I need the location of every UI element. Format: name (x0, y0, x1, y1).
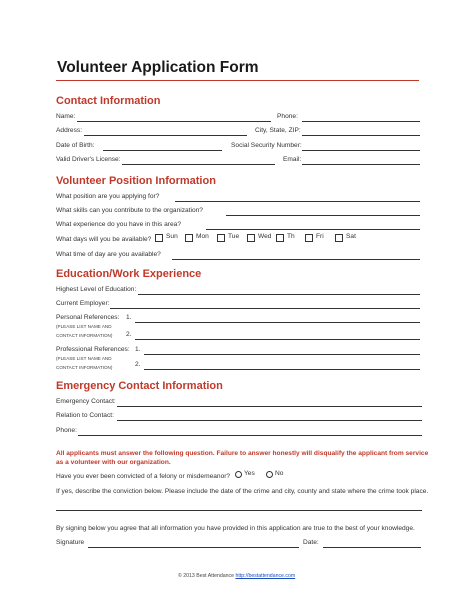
yes-radio[interactable] (235, 471, 242, 478)
no-radio[interactable] (266, 471, 273, 478)
warning-line-1: All applicants must answer the following question. Failure to answer honestly will disqualify the applicant from service (56, 450, 429, 457)
day-label-wed: Wed (258, 233, 272, 240)
personal-ref-number-1: 1. (126, 314, 132, 321)
footer-link[interactable]: http://bestattendance.com (235, 573, 296, 579)
footer (178, 573, 295, 579)
section-heading-contact: Contact Information (56, 95, 161, 107)
professional-ref-note-2: CONTACT INFORMATION) (56, 365, 113, 370)
personal-ref-note-1: (PLEASE LIST NAME AND (56, 324, 112, 329)
name-label: Name: (56, 113, 76, 120)
section-heading-position: Volunteer Position Information (56, 175, 216, 187)
phone-label: Phone: (277, 113, 298, 120)
conviction-instructions: If yes, describe the conviction below. Please include the date of the crime and city, county and state where the crime took place. (56, 488, 429, 495)
professional-reference-2-field[interactable] (144, 369, 420, 370)
position-field[interactable] (175, 201, 420, 202)
address-field[interactable] (84, 135, 247, 136)
highest-education-label: Highest Level of Education: (56, 286, 137, 293)
ssn-field[interactable] (302, 150, 420, 151)
time-question: What time of day are you available? (56, 251, 161, 258)
day-checkbox-tue[interactable] (217, 234, 225, 242)
title-divider (56, 80, 419, 81)
section-heading-education: Education/Work Experience (56, 268, 202, 280)
employer-label: Current Employer: (56, 300, 110, 307)
experience-field[interactable] (206, 229, 420, 230)
highest-education-field[interactable] (138, 294, 420, 295)
skills-field[interactable] (226, 215, 420, 216)
personal-ref-number-2: 2. (126, 331, 132, 338)
day-label-fri: Fri (316, 233, 324, 240)
email-label: Email: (283, 156, 302, 163)
personal-reference-1-field[interactable] (135, 322, 420, 323)
days-question: What days will you be available? (56, 236, 152, 243)
professional-references-label: Professional References: (56, 346, 130, 353)
professional-reference-1-field[interactable] (144, 354, 420, 355)
license-field[interactable] (122, 164, 275, 165)
day-checkbox-sun[interactable] (155, 234, 163, 242)
relation-label: Relation to Contact: (56, 412, 114, 419)
agreement-text: By signing below you agree that all information you have provided in this application are true to the best of your knowledge. (56, 525, 415, 532)
section-heading-emergency: Emergency Contact Information (56, 380, 223, 392)
time-field[interactable] (172, 259, 420, 260)
email-field[interactable] (302, 164, 420, 165)
employer-field[interactable] (110, 308, 420, 309)
professional-ref-note-1: (PLEASE LIST NAME AND (56, 356, 112, 361)
professional-ref-number-1: 1. (135, 346, 141, 353)
address-label: Address: (56, 127, 83, 134)
emergency-phone-label: Phone: (56, 427, 77, 434)
day-label-sat: Sat (346, 233, 356, 240)
day-checkbox-fri[interactable] (305, 234, 313, 242)
day-checkbox-th[interactable] (276, 234, 284, 242)
personal-ref-note-2: CONTACT INFORMATION) (56, 333, 113, 338)
position-question: What position are you applying for? (56, 193, 160, 200)
date-field[interactable] (323, 547, 421, 548)
warning-line-2: as a volunteer with our organization. (56, 459, 171, 466)
skills-question: What skills can you contribute to the organization? (56, 207, 203, 214)
relation-field[interactable] (117, 420, 422, 421)
day-label-mon: Mon (196, 233, 209, 240)
day-label-tue: Tue (228, 233, 240, 240)
form-title: Volunteer Application Form (57, 59, 259, 76)
felony-question: Have you ever been convicted of a felony or misdemeanor? (56, 473, 231, 480)
dob-label: Date of Birth: (56, 142, 95, 149)
phone-field[interactable] (302, 121, 420, 122)
ssn-label: Social Security Number: (231, 142, 302, 149)
emergency-contact-field[interactable] (117, 406, 422, 407)
day-label-sun: Sun (166, 233, 178, 240)
experience-question: What experience do you have in this area? (56, 221, 181, 228)
yes-label: Yes (244, 470, 255, 477)
day-checkbox-wed[interactable] (247, 234, 255, 242)
city-state-zip-label: City, State, ZIP: (255, 127, 301, 134)
emergency-contact-label: Emergency Contact: (56, 398, 116, 405)
signature-label: Signature (56, 539, 85, 546)
emergency-phone-field[interactable] (78, 435, 422, 436)
day-label-th: Th (287, 233, 295, 240)
no-label: No (275, 470, 284, 477)
conviction-description-field[interactable] (56, 510, 422, 511)
day-checkbox-sat[interactable] (335, 234, 343, 242)
day-checkbox-mon[interactable] (185, 234, 193, 242)
personal-references-label: Personal References: (56, 314, 120, 321)
signature-field[interactable] (88, 547, 299, 548)
copyright-text: © 2013 Best Attendance (178, 573, 235, 579)
city-state-zip-field[interactable] (302, 135, 420, 136)
personal-reference-2-field[interactable] (135, 339, 420, 340)
professional-ref-number-2: 2. (135, 361, 141, 368)
name-field[interactable] (77, 121, 271, 122)
dob-field[interactable] (103, 150, 222, 151)
license-label: Valid Driver's License: (56, 156, 121, 163)
date-label: Date: (303, 539, 319, 546)
